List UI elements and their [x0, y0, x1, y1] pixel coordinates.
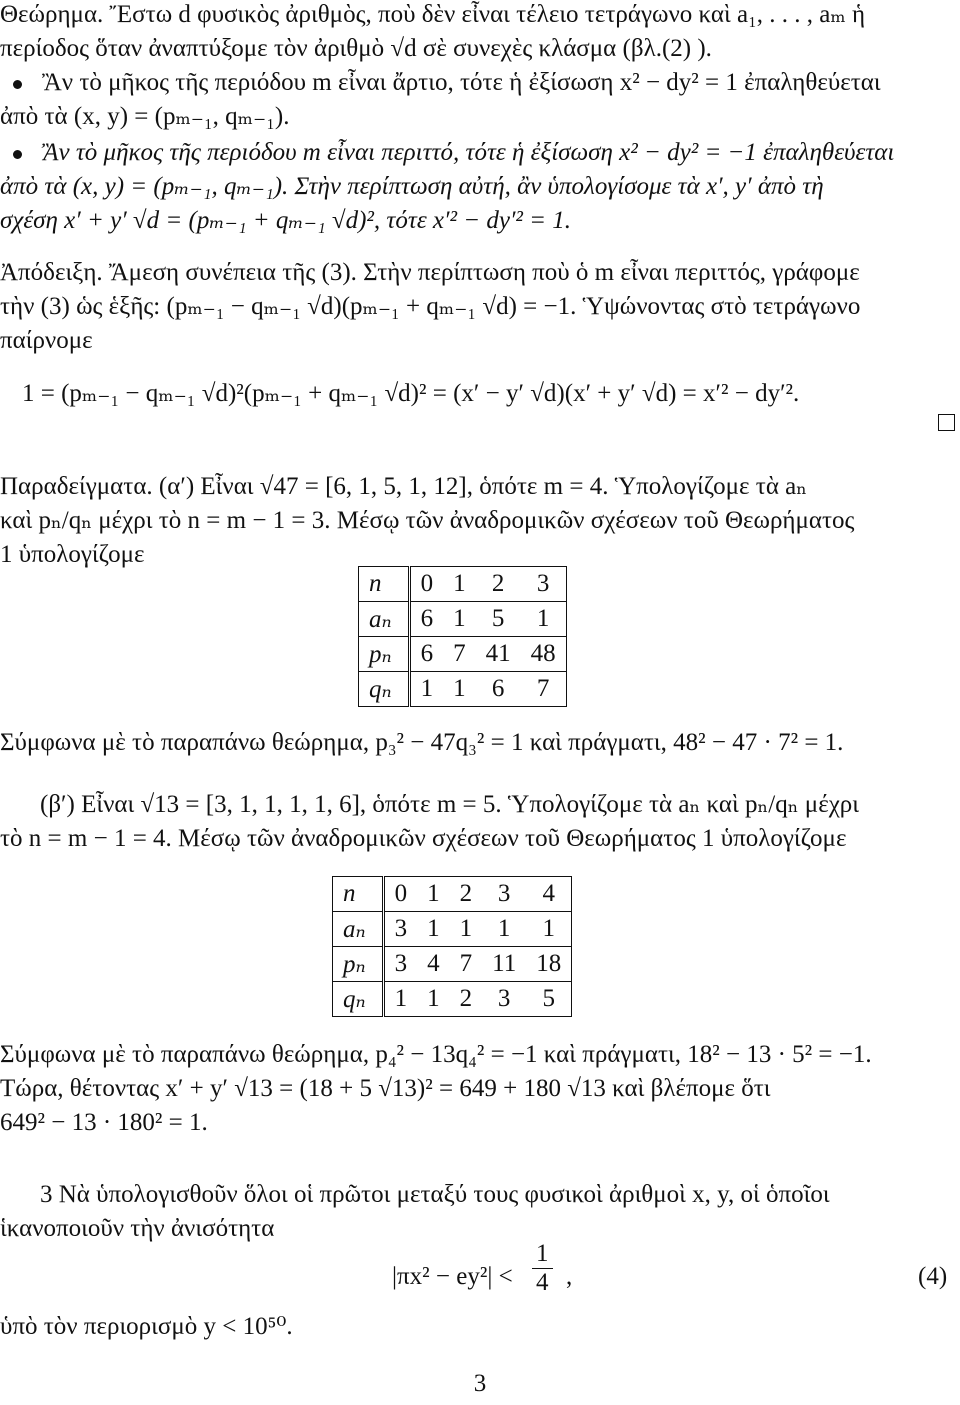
proof-line-3: παίρνομε: [0, 327, 93, 354]
bullet-icon: [13, 150, 22, 159]
example-a-line-2: καὶ pₙ/qₙ μέχρι τὸ n = m − 1 = 3. Μέσῳ τῶν ἀναδρομικῶν σχέσεων τοῦ Θεωρήματος: [0, 507, 855, 534]
table-cell: 1: [417, 912, 450, 947]
problem-line-3: ὑπὸ τὸν περιορισμὸ y < 10⁵⁰.: [0, 1313, 293, 1340]
example-b-conclusion-3: 649² − 13 · 180² = 1.: [0, 1109, 208, 1136]
table-row: [359, 672, 567, 707]
table-cell: 1: [443, 672, 476, 707]
theorem-line-1: Θεώρημα. Ἔστω d φυσικὸς ἀριθμὸς, ποὺ δὲν εἶναι τέλειο τετράγωνο καὶ a₁, . . . , aₘ ἡ: [0, 1, 866, 28]
example-a-line-3: 1 ὑπολογίζομε: [0, 541, 145, 568]
table-cell: 1: [482, 912, 526, 947]
theorem-line-2: περίοδος ὅταν ἀναπτύξομε τὸν ἀριθμὸ √d σὲ συνεχὲς κλάσμα (βλ.(2) ).: [0, 35, 712, 62]
problem-line-2: ἱκανοποιοῦν τὴν ἀνισότητα: [0, 1215, 275, 1242]
table-cell: 3: [497, 880, 511, 907]
fraction-numerator: 1: [532, 1240, 553, 1269]
table-cell: 1: [450, 912, 483, 947]
theorem-bullet2-line-2: ἀπὸ τὰ (x, y) = (pₘ₋₁, qₘ₋₁). Στὴν περίπτωση αὐτή, ἂν ὑπολογίσομε τὰ x′, y′ ἀπὸ τὴ: [0, 173, 824, 200]
table-row: [333, 877, 572, 912]
table-row-header: n: [359, 567, 410, 602]
example-b-line-1: (β′) Εἶναι √13 = [3, 1, 1, 1, 1, 6], ὁπότε m = 5. Ὑπολογίζομε τὰ aₙ καὶ pₙ/qₙ μέχρι: [40, 791, 860, 818]
table-cell: 2: [459, 880, 473, 907]
table-cell: 1: [383, 982, 417, 1017]
table-row-header: aₙ: [333, 912, 384, 947]
table-cell: 1: [417, 982, 450, 1017]
table-cell: 11: [482, 947, 526, 982]
values-table-sqrt47: [358, 566, 567, 707]
proof-line-1: Ἀπόδειξη. Ἄμεση συνέπεια τῆς (3). Στὴν περίπτωση ποὺ ὁ m εἶναι περιττός, γράφομε: [0, 259, 860, 286]
theorem-bullet2-line-1: Ἂν τὸ μῆκος τῆς περιόδου m εἶναι περιττό, τότε ἡ ἐξίσωση x² − dy² = −1 ἐπαληθεύεται: [42, 139, 895, 166]
table-row: [359, 637, 567, 672]
table-cell: 18: [526, 947, 572, 982]
example-a-line-1: Παραδείγματα. (α′) Εἶναι √47 = [6, 1, 5, 1, 12], ὁπότε m = 4. Ὑπολογίζομε τὰ aₙ: [0, 473, 808, 500]
theorem-bullet1-line-1: Ἂν τὸ μῆκος τῆς περιόδου m εἶναι ἄρτιο, τότε ἡ ἐξίσωση x² − dy² = 1 ἐπαληθεύεται: [42, 69, 881, 96]
table-cell: 1: [526, 912, 572, 947]
qed-square-icon: [938, 414, 955, 431]
problem-comma: ,: [566, 1263, 573, 1290]
problem-inequality: |πx² − ey²| <: [392, 1263, 513, 1290]
table-cell: 2: [491, 570, 505, 597]
table-cell: 3: [536, 570, 550, 597]
table-row: [333, 912, 572, 947]
table-cell: 48: [521, 637, 567, 672]
table-cell: 4: [542, 880, 555, 907]
table-cell: 4: [417, 947, 450, 982]
theorem-bullet1-line-2: ἀπὸ τὰ (x, y) = (pₘ₋₁, qₘ₋₁).: [0, 103, 290, 130]
theorem-bullet2-line-3: σχέση x′ + y′ √d = (pₘ₋₁ + qₘ₋₁ √d)², τότε x′² − dy′² = 1.: [0, 207, 572, 234]
table-row-header: pₙ: [333, 947, 384, 982]
table-cell: 6: [476, 672, 521, 707]
table-row: [359, 602, 567, 637]
table-cell: 7: [450, 947, 483, 982]
table-cell: 3: [383, 947, 417, 982]
example-b-conclusion-2: Τώρα, θέτοντας x′ + y′ √13 = (18 + 5 √13)² = 649 + 180 √13 καὶ βλέπομε ὅτι: [0, 1075, 771, 1102]
table-row: [333, 982, 572, 1017]
bullet-icon: [13, 80, 22, 89]
table-cell: 5: [526, 982, 572, 1017]
table-row-header: pₙ: [359, 637, 410, 672]
table-cell: 5: [476, 602, 521, 637]
table-cell: 6: [409, 637, 443, 672]
problem-line-1: 3 Νὰ ὑπολογισθοῦν ὅλοι οἱ πρῶτοι μεταξύ τους φυσικοὶ ἀριθμοὶ x, y, οἱ ὁποῖοι: [40, 1181, 830, 1208]
table-cell: 1: [427, 880, 440, 907]
table-cell: 7: [443, 637, 476, 672]
proof-equation: 1 = (pₘ₋₁ − qₘ₋₁ √d)²(pₘ₋₁ + qₘ₋₁ √d)² = (x′ − y′ √d)(x′ + y′ √d) = x′² − dy′².: [22, 380, 800, 407]
page-number: 3: [473, 1370, 487, 1397]
fraction-one-quarter: [532, 1240, 553, 1297]
table-row-header: n: [333, 877, 384, 912]
table-cell: 2: [450, 982, 483, 1017]
table-row-header: aₙ: [359, 602, 410, 637]
table-cell: 41: [476, 637, 521, 672]
example-b-line-2: τὸ n = m − 1 = 4. Μέσῳ τῶν ἀναδρομικῶν σχέσεων τοῦ Θεωρήματος 1 ὑπολογίζομε: [0, 825, 847, 852]
table-row: [359, 567, 567, 602]
example-a-conclusion: Σύμφωνα μὲ τὸ παραπάνω θεώρημα, p₃² − 47q₃² = 1 καὶ πράγματι, 48² − 47 · 7² = 1.: [0, 729, 844, 756]
example-b-conclusion-1: Σύμφωνα μὲ τὸ παραπάνω θεώρημα, p₄² − 13q₄² = −1 καὶ πράγματι, 18² − 13 · 5² = −1.: [0, 1041, 872, 1068]
table-cell: 1: [409, 672, 443, 707]
table-row-header: qₙ: [359, 672, 410, 707]
table-row: [333, 947, 572, 982]
table-cell: 1: [443, 602, 476, 637]
equation-number: (4): [918, 1263, 948, 1290]
proof-line-2: τὴν (3) ὡς ἑξῆς: (pₘ₋₁ − qₘ₋₁ √d)(pₘ₋₁ + qₘ₋₁ √d) = −1. Ὑψώνοντας στὸ τετράγωνο: [0, 293, 861, 320]
table-cell: 0: [394, 880, 408, 907]
table-row-header: qₙ: [333, 982, 384, 1017]
table-cell: 1: [521, 602, 567, 637]
table-cell: 0: [420, 570, 434, 597]
table-cell: 1: [453, 570, 466, 597]
table-cell: 3: [383, 912, 417, 947]
table-cell: 3: [482, 982, 526, 1017]
table-cell: 7: [521, 672, 567, 707]
table-cell: 6: [409, 602, 443, 637]
fraction-denominator: 4: [536, 1269, 549, 1296]
values-table-sqrt13: [332, 876, 572, 1017]
